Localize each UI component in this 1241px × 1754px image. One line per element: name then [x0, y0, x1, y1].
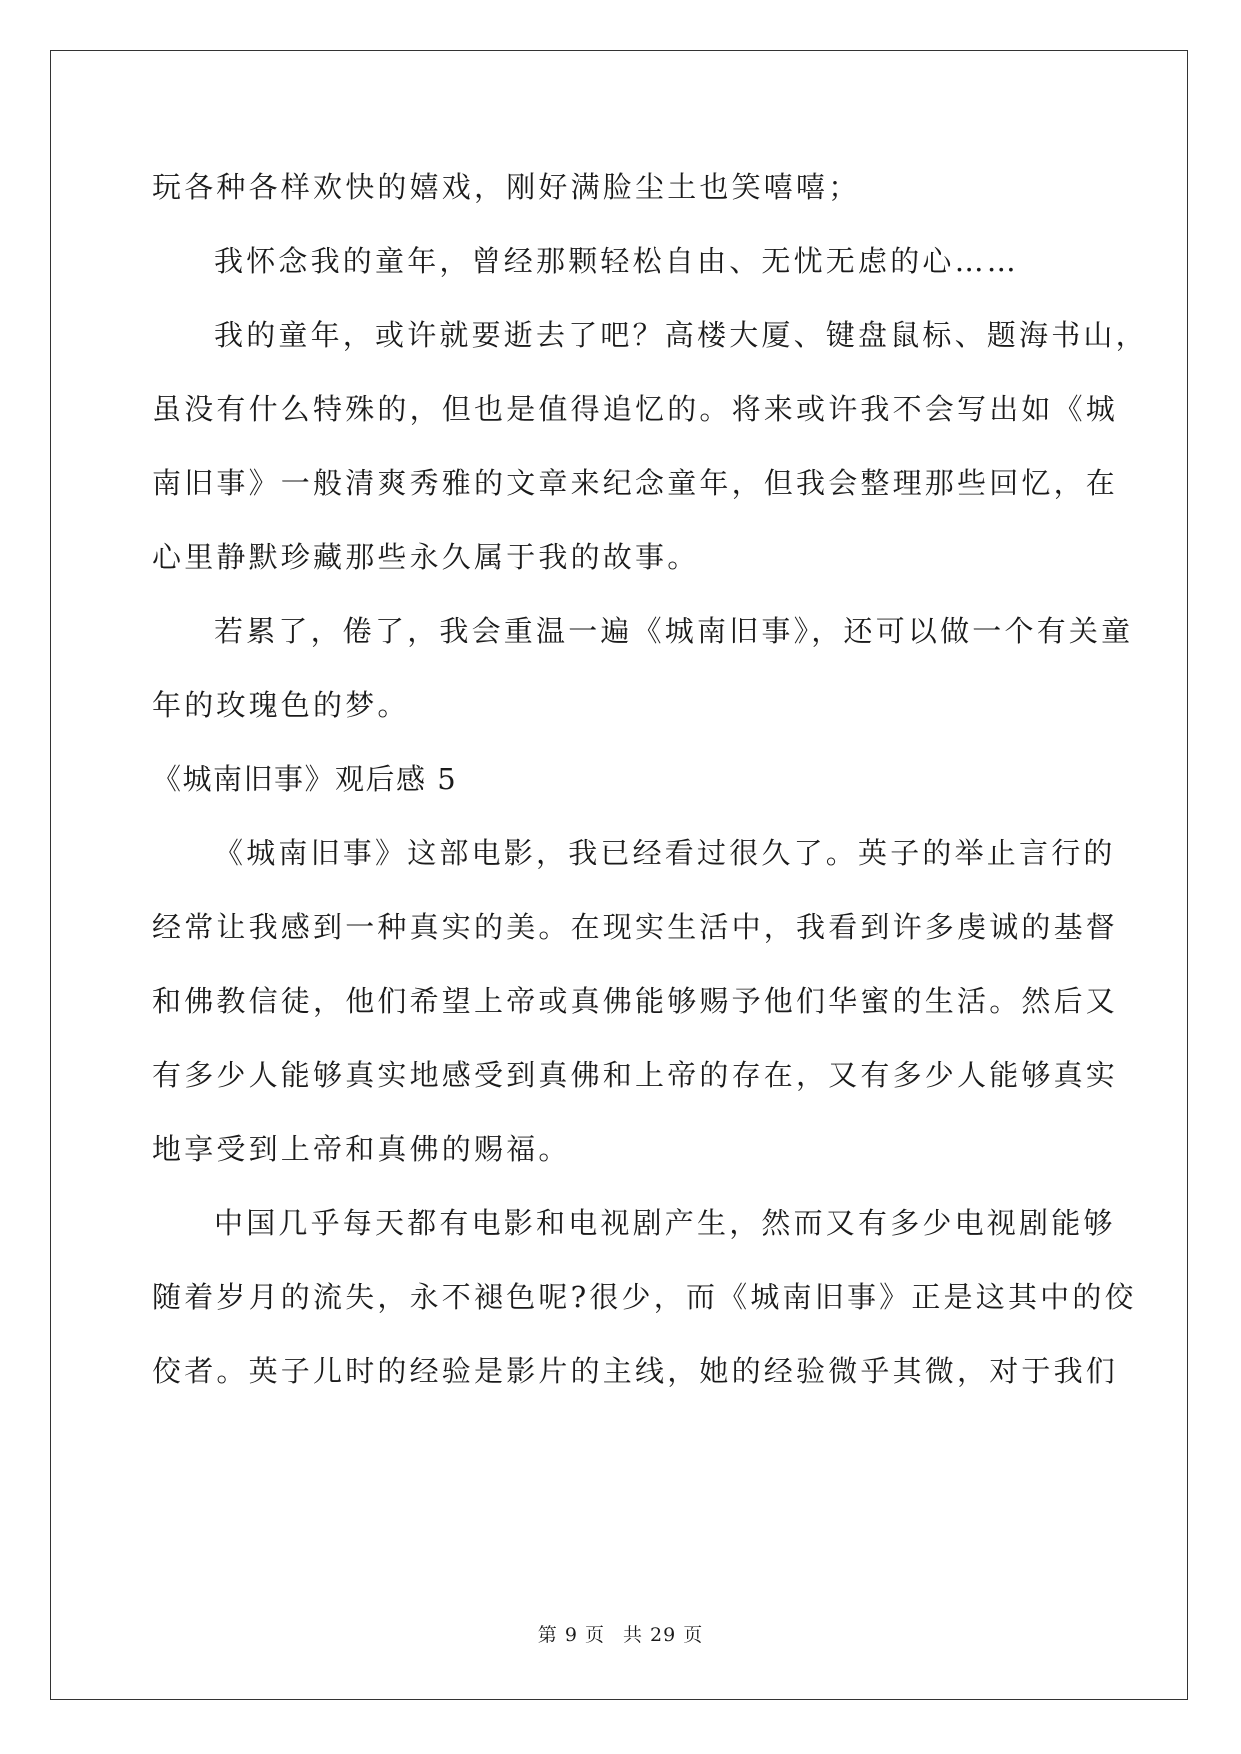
text-line: 我怀念我的童年，曾经那颗轻松自由、无忧无虑的心……: [214, 244, 1020, 278]
document-body: [152, 164, 1148, 1422]
text-line: 玩各种各样欢快的嬉戏，刚好满脸尘土也笑嘻嘻；: [152, 170, 861, 204]
page-number: 第 9 页: [537, 1624, 605, 1646]
text-line: 若累了，倦了，我会重温一遍《城南旧事》，还可以做一个有关童: [214, 614, 1134, 648]
text-line: 心里静默珍藏那些永久属于我的故事。: [152, 540, 700, 574]
page-total: 共 29 页: [622, 1624, 704, 1646]
text-line: 虽没有什么特殊的，但也是值得追忆的。将来或许我不会写出如《城: [152, 392, 1119, 426]
text-line: 中国几乎每天都有电影和电视剧产生，然而又有多少电视剧能够: [214, 1206, 1116, 1240]
section-heading: 《城南旧事》观后感 5: [152, 762, 458, 796]
text-line: 佼者。英子儿时的经验是影片的主线，她的经验微乎其微，对于我们: [152, 1354, 1119, 1388]
text-line: 年的玫瑰色的梦。: [152, 688, 410, 722]
text-line: 地享受到上帝和真佛的赐福。: [152, 1132, 571, 1166]
text-line: 和佛教信徒，他们希望上帝或真佛能够赐予他们华蜜的生活。然后又: [152, 984, 1119, 1018]
text-line: 我的童年，或许就要逝去了吧？高楼大厦、键盘鼠标、题海书山，: [214, 318, 1148, 352]
text-line: 经常让我感到一种真实的美。在现实生活中，我看到许多虔诚的基督: [152, 910, 1119, 944]
text-line: 有多少人能够真实地感受到真佛和上帝的存在，又有多少人能够真实: [152, 1058, 1119, 1092]
text-line: 《城南旧事》这部电影，我已经看过很久了。英子的举止言行的: [214, 836, 1116, 870]
text-line: 南旧事》一般清爽秀雅的文章来纪念童年，但我会整理那些回忆，在: [152, 466, 1119, 500]
page-footer: [0, 1620, 1241, 1647]
text-line: 随着岁月的流失，永不褪色呢?很少，而《城南旧事》正是这其中的佼: [152, 1280, 1137, 1314]
